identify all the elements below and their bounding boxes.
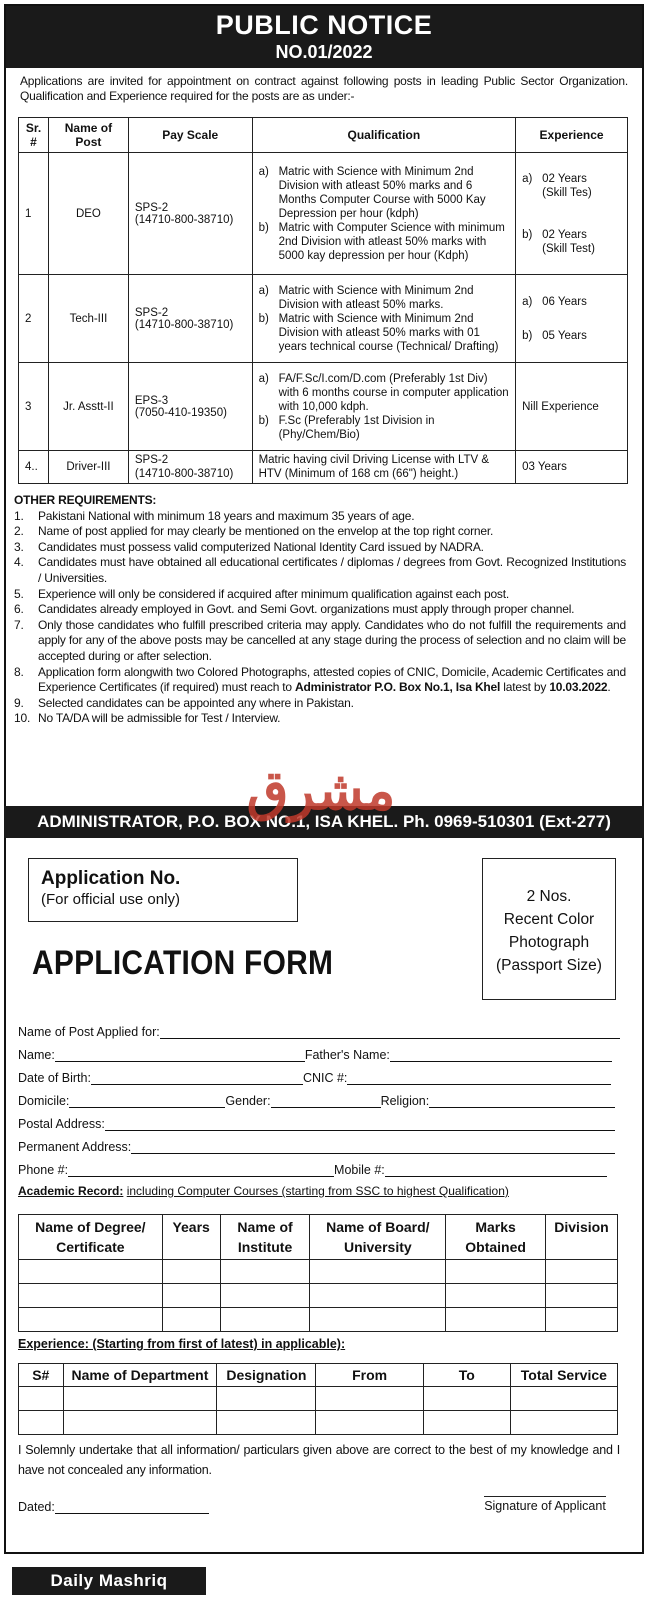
pay-range: (7050-410-19350): [134, 406, 227, 419]
header-name: Name of Post: [48, 118, 128, 153]
exp-key: a): [522, 295, 533, 308]
qualification-cell: [252, 275, 516, 363]
table-cell[interactable]: [19, 1387, 64, 1411]
permanent-address-line: [18, 1137, 615, 1154]
header-pay: Pay Scale: [128, 118, 252, 153]
post-name-cell: Tech-III: [48, 275, 128, 363]
academic-col-marks: Marks Obtained: [446, 1215, 546, 1260]
table-cell[interactable]: [423, 1411, 510, 1435]
qualification-cell: Matric having civil Driving License with LTV & HTV (Minimum of 168 cm (66") height.): [252, 451, 516, 484]
posts-table: [18, 117, 628, 484]
dated-field[interactable]: [55, 1501, 209, 1514]
pay-range: (14710-800-38710): [134, 213, 234, 226]
table-cell[interactable]: [310, 1284, 446, 1308]
dated-line: [18, 1500, 209, 1514]
item-number: 6.: [14, 602, 24, 617]
header-experience: Experience: [516, 118, 628, 153]
requirements-title: OTHER REQUIREMENTS:: [14, 493, 157, 507]
father-name-label: Father's Name:: [304, 1048, 390, 1062]
pay-scale: SPS-2: [134, 306, 169, 319]
mobile-field[interactable]: [385, 1164, 607, 1177]
item-number: 4.: [14, 555, 24, 570]
list-item: [14, 587, 626, 603]
experience-cell: Nill Experience: [516, 363, 628, 451]
pay-scale: SPS-2: [134, 454, 169, 466]
exp-key: b): [522, 329, 533, 342]
exp-years: 02 Years: [542, 172, 587, 185]
item-text: Only those candidates who fulfill prescribed criteria may apply. Candidates who do not fulfill the requirements and apply for any of the above posts may be cancelled at any stage during the process of selection and no claim will be accepted during or after selection.: [38, 617, 626, 663]
item-text: Selected candidates can be appointed any where in Pakistan.: [38, 695, 354, 710]
list-item: [14, 618, 626, 665]
post-name-cell: Driver-III: [48, 451, 128, 484]
item-text: Experience will only be considered if acquired after minimum qualification against each post.: [38, 586, 509, 601]
academic-col-years: Years: [162, 1215, 220, 1260]
list-item: [14, 540, 626, 556]
sr-cell: 3: [19, 363, 49, 451]
academic-col-board: Name of Board/ University: [310, 1215, 446, 1260]
item-number: 8.: [14, 664, 24, 679]
table-cell[interactable]: [220, 1284, 310, 1308]
item-text: Pakistani National with minimum 18 years and maximum 35 years of age.: [38, 508, 415, 523]
table-cell[interactable]: [217, 1387, 316, 1411]
item-text-part: Application form alongwith two Colored Photographs, attested copies of CNIC, Domicile, Academic Certificates and Experience Certificates (if required) must reach to: [38, 664, 626, 695]
pay-cell: [128, 363, 252, 451]
post-applied-label: Name of Post Applied for:: [18, 1025, 160, 1039]
post-name-cell: Jr. Asstt-II: [48, 363, 128, 451]
application-number-title: Application No.: [41, 868, 181, 889]
postal-address-line: [18, 1114, 615, 1131]
dob-line: [18, 1068, 611, 1085]
experience-col-from: From: [316, 1364, 423, 1387]
phone-field[interactable]: [68, 1164, 334, 1177]
application-number-note: (For official use only): [41, 891, 180, 908]
experience-col-total: Total Service: [510, 1364, 617, 1387]
table-cell[interactable]: [19, 1411, 64, 1435]
academic-record-note: including Computer Courses (starting from SSC to highest Qualification): [126, 1184, 509, 1198]
pay-scale: EPS-3: [134, 394, 169, 407]
table-cell[interactable]: [446, 1260, 546, 1284]
academic-record-heading: [18, 1184, 509, 1198]
notice-header: [6, 6, 642, 68]
item-number: 2.: [14, 524, 24, 539]
table-cell[interactable]: [220, 1260, 310, 1284]
item-text: [38, 665, 626, 696]
academic-header-row: [19, 1215, 618, 1260]
qualification-cell: [252, 363, 516, 451]
pay-cell: [128, 451, 252, 484]
table-cell[interactable]: [510, 1411, 617, 1435]
photo-line: Photograph: [508, 934, 590, 951]
domicile-line: [18, 1091, 615, 1108]
item-text: Candidates must possess valid computerized National Identity Card issued by NADRA.: [38, 539, 484, 554]
table-cell[interactable]: [446, 1308, 546, 1332]
name-label: Name:: [18, 1048, 55, 1062]
post-name-cell: DEO: [48, 153, 128, 275]
item-number: 7.: [14, 617, 24, 632]
phone-label: Phone #:: [18, 1163, 69, 1177]
table-cell[interactable]: [19, 1284, 163, 1308]
pay-range: (14710-800-38710): [134, 468, 234, 480]
table-cell[interactable]: [162, 1284, 220, 1308]
item-number: 1.: [14, 508, 24, 523]
list-item: [14, 509, 626, 525]
cnic-label: CNIC #:: [302, 1071, 348, 1085]
experience-col-department: Name of Department: [63, 1364, 217, 1387]
table-cell[interactable]: [423, 1387, 510, 1411]
table-row: [19, 1260, 618, 1284]
table-row: [19, 1284, 618, 1308]
experience-cell: [516, 275, 628, 363]
religion-field[interactable]: [429, 1095, 615, 1108]
table-row: [19, 451, 628, 484]
experience-heading: Experience: (Starting from first of latest) in applicable):: [18, 1337, 346, 1351]
newspaper-watermark: مشرق: [246, 758, 396, 822]
item-text-part: .: [607, 680, 611, 695]
gender-label: Gender:: [225, 1094, 271, 1108]
experience-col-designation: Designation: [217, 1364, 316, 1387]
declaration-text: I Solemnly undertake that all information/ particulars given above are correct to the best of my knowledge and I have not concealed any information.: [18, 1443, 620, 1477]
academic-col-division: Division: [546, 1215, 618, 1260]
gender-field[interactable]: [271, 1095, 381, 1108]
qual-text: Matric with Science with Minimum 2nd Division with atleast 50% marks with 01 years technical course (Technical/ Drafting): [278, 312, 499, 353]
table-cell[interactable]: [162, 1308, 220, 1332]
qual-text: F.Sc (Preferably 1st Division in (Phy/Chem/Bio): [278, 414, 435, 441]
pay-cell: [128, 275, 252, 363]
newspaper-credit: Daily Mashriq: [12, 1567, 206, 1595]
qual-text: FA/F.Sc/I.com/D.com (Preferably 1st Div) with 6 months course in computer application with 10,000 kdph.: [278, 372, 509, 413]
academic-record-table: [18, 1214, 618, 1332]
qual-key: b): [258, 414, 269, 427]
qual-key: a): [258, 372, 269, 385]
table-cell[interactable]: [316, 1387, 423, 1411]
item-text: Candidates already employed in Govt. and Semi Govt. organizations must apply through proper channel.: [38, 602, 575, 617]
domicile-label: Domicile:: [18, 1094, 70, 1108]
signature-label: Signature of Applicant: [484, 1496, 606, 1513]
item-text: Name of post applied for may clearly be mentioned on the envelop at the top right corner.: [38, 524, 494, 539]
table-cell[interactable]: [220, 1308, 310, 1332]
pay-scale: SPS-2: [134, 201, 169, 214]
header-qualification: Qualification: [252, 118, 516, 153]
pay-range: (14710-800-38710): [134, 318, 234, 331]
exp-key: a): [522, 172, 533, 185]
table-row: [19, 1411, 618, 1435]
item-number: 3.: [14, 539, 24, 554]
exp-key: b): [522, 228, 533, 241]
item-address: Administrator P.O. Box No.1, Isa Khel: [295, 680, 501, 695]
dob-label: Date of Birth:: [18, 1071, 91, 1085]
sr-cell: 2: [19, 275, 49, 363]
exp-years: 02 Years: [542, 228, 587, 241]
domicile-field[interactable]: [69, 1095, 225, 1108]
photograph-box: [482, 858, 616, 1000]
father-name-field[interactable]: [390, 1049, 612, 1062]
dated-label: Dated:: [18, 1500, 55, 1514]
application-form-title: APPLICATION FORM: [32, 944, 334, 982]
exp-years: 05 Years: [542, 329, 587, 342]
experience-col-sr: S#: [19, 1364, 64, 1387]
table-row: [19, 1387, 618, 1411]
table-cell[interactable]: [316, 1411, 423, 1435]
contact-bar: ADMINISTRATOR, P.O. BOX NO.1, ISA KHEL. Ph. 0969-510301 (Ext-277): [4, 806, 644, 838]
permanent-address-label: Permanent Address:: [18, 1140, 132, 1154]
table-cell[interactable]: [446, 1284, 546, 1308]
table-cell[interactable]: [63, 1387, 217, 1411]
phone-line: [18, 1160, 607, 1177]
table-cell[interactable]: [19, 1308, 163, 1332]
experience-col-to: To: [423, 1364, 510, 1387]
requirements-list: [14, 509, 626, 727]
item-number: 10.: [14, 711, 31, 726]
list-item: [14, 524, 626, 540]
table-cell[interactable]: [310, 1308, 446, 1332]
table-row: [19, 153, 628, 275]
religion-label: Religion:: [380, 1094, 430, 1108]
notice-number: NO.01/2022: [275, 42, 373, 62]
table-cell[interactable]: [546, 1260, 618, 1284]
list-item: [14, 696, 626, 712]
table-cell[interactable]: [546, 1308, 618, 1332]
exp-note: (Skill Tes): [542, 186, 592, 199]
table-cell[interactable]: [310, 1260, 446, 1284]
qualification-cell: [252, 153, 516, 275]
table-cell[interactable]: [217, 1411, 316, 1435]
qual-text: Matric with Computer Science with minimum 2nd Division with atleast 50% marks with 5000 kay depression per hour (Kdph): [278, 221, 505, 262]
cnic-field[interactable]: [347, 1072, 611, 1085]
list-item: [14, 555, 626, 586]
qual-text: Matric with Science with Minimum 2nd Division with atleast 50% marks.: [278, 284, 474, 311]
qual-key: b): [258, 221, 269, 234]
name-field[interactable]: [55, 1049, 305, 1062]
table-cell[interactable]: [510, 1387, 617, 1411]
mobile-label: Mobile #:: [334, 1163, 385, 1177]
item-number: 5.: [14, 586, 24, 601]
post-applied-line: [18, 1022, 620, 1039]
postal-address-field[interactable]: [105, 1118, 615, 1131]
photo-line: 2 Nos.: [526, 888, 572, 905]
academic-col-degree: Name of Degree/ Certificate: [19, 1215, 163, 1260]
pay-cell: [128, 153, 252, 275]
table-cell[interactable]: [63, 1411, 217, 1435]
list-item: [14, 711, 626, 727]
table-cell[interactable]: [546, 1284, 618, 1308]
sr-cell: 1: [19, 153, 49, 275]
academic-col-institute: Name of Institute: [220, 1215, 310, 1260]
table-cell[interactable]: [162, 1260, 220, 1284]
list-item: [14, 665, 626, 696]
other-requirements: [14, 493, 626, 727]
qual-key: a): [258, 284, 269, 297]
header-sr: Sr. #: [19, 118, 49, 153]
qual-key: b): [258, 312, 269, 325]
experience-cell: [516, 153, 628, 275]
item-deadline: 10.03.2022: [549, 680, 608, 695]
item-number: 9.: [14, 695, 24, 710]
qual-key: a): [258, 165, 269, 178]
name-line: [18, 1045, 612, 1062]
academic-record-title: Academic Record:: [18, 1184, 124, 1198]
photo-line: (Passport Size): [496, 957, 602, 974]
table-cell[interactable]: [19, 1260, 163, 1284]
table-row: [19, 275, 628, 363]
posts-header-row: [19, 118, 628, 153]
qual-text: Matric with Science with Minimum 2nd Division with atleast 50% marks and 6 Months Computer Course with 5000 Kay Depression per hour (kdph): [278, 165, 486, 220]
notice-title: PUBLIC NOTICE: [215, 10, 433, 40]
table-row: [19, 1308, 618, 1332]
item-text-part: latest by: [500, 680, 550, 695]
table-row: [19, 363, 628, 451]
item-text: No TA/DA will be admissible for Test / Interview.: [38, 711, 281, 726]
dob-field[interactable]: [91, 1072, 303, 1085]
list-item: [14, 602, 626, 618]
application-number-box: [28, 858, 298, 922]
photo-line: Recent Color: [503, 911, 595, 928]
item-text: Candidates must have obtained all educational certificates / diplomas / degrees from Govt. Recognized Institutions / Universities.: [38, 555, 626, 585]
experience-cell: 03 Years: [516, 451, 628, 484]
post-applied-field[interactable]: [160, 1026, 620, 1039]
experience-header-row: [19, 1364, 618, 1387]
postal-address-label: Postal Address:: [18, 1117, 105, 1131]
experience-table: [18, 1363, 618, 1435]
permanent-address-field[interactable]: [131, 1141, 615, 1154]
exp-years: 06 Years: [542, 295, 587, 308]
sr-cell: 4..: [19, 451, 49, 484]
notice-intro: Applications are invited for appointment on contract against following posts in leading Public Sector Organization. Qualification and Experience required for the posts are as under:-: [20, 74, 628, 103]
exp-note: (Skill Test): [542, 242, 595, 255]
